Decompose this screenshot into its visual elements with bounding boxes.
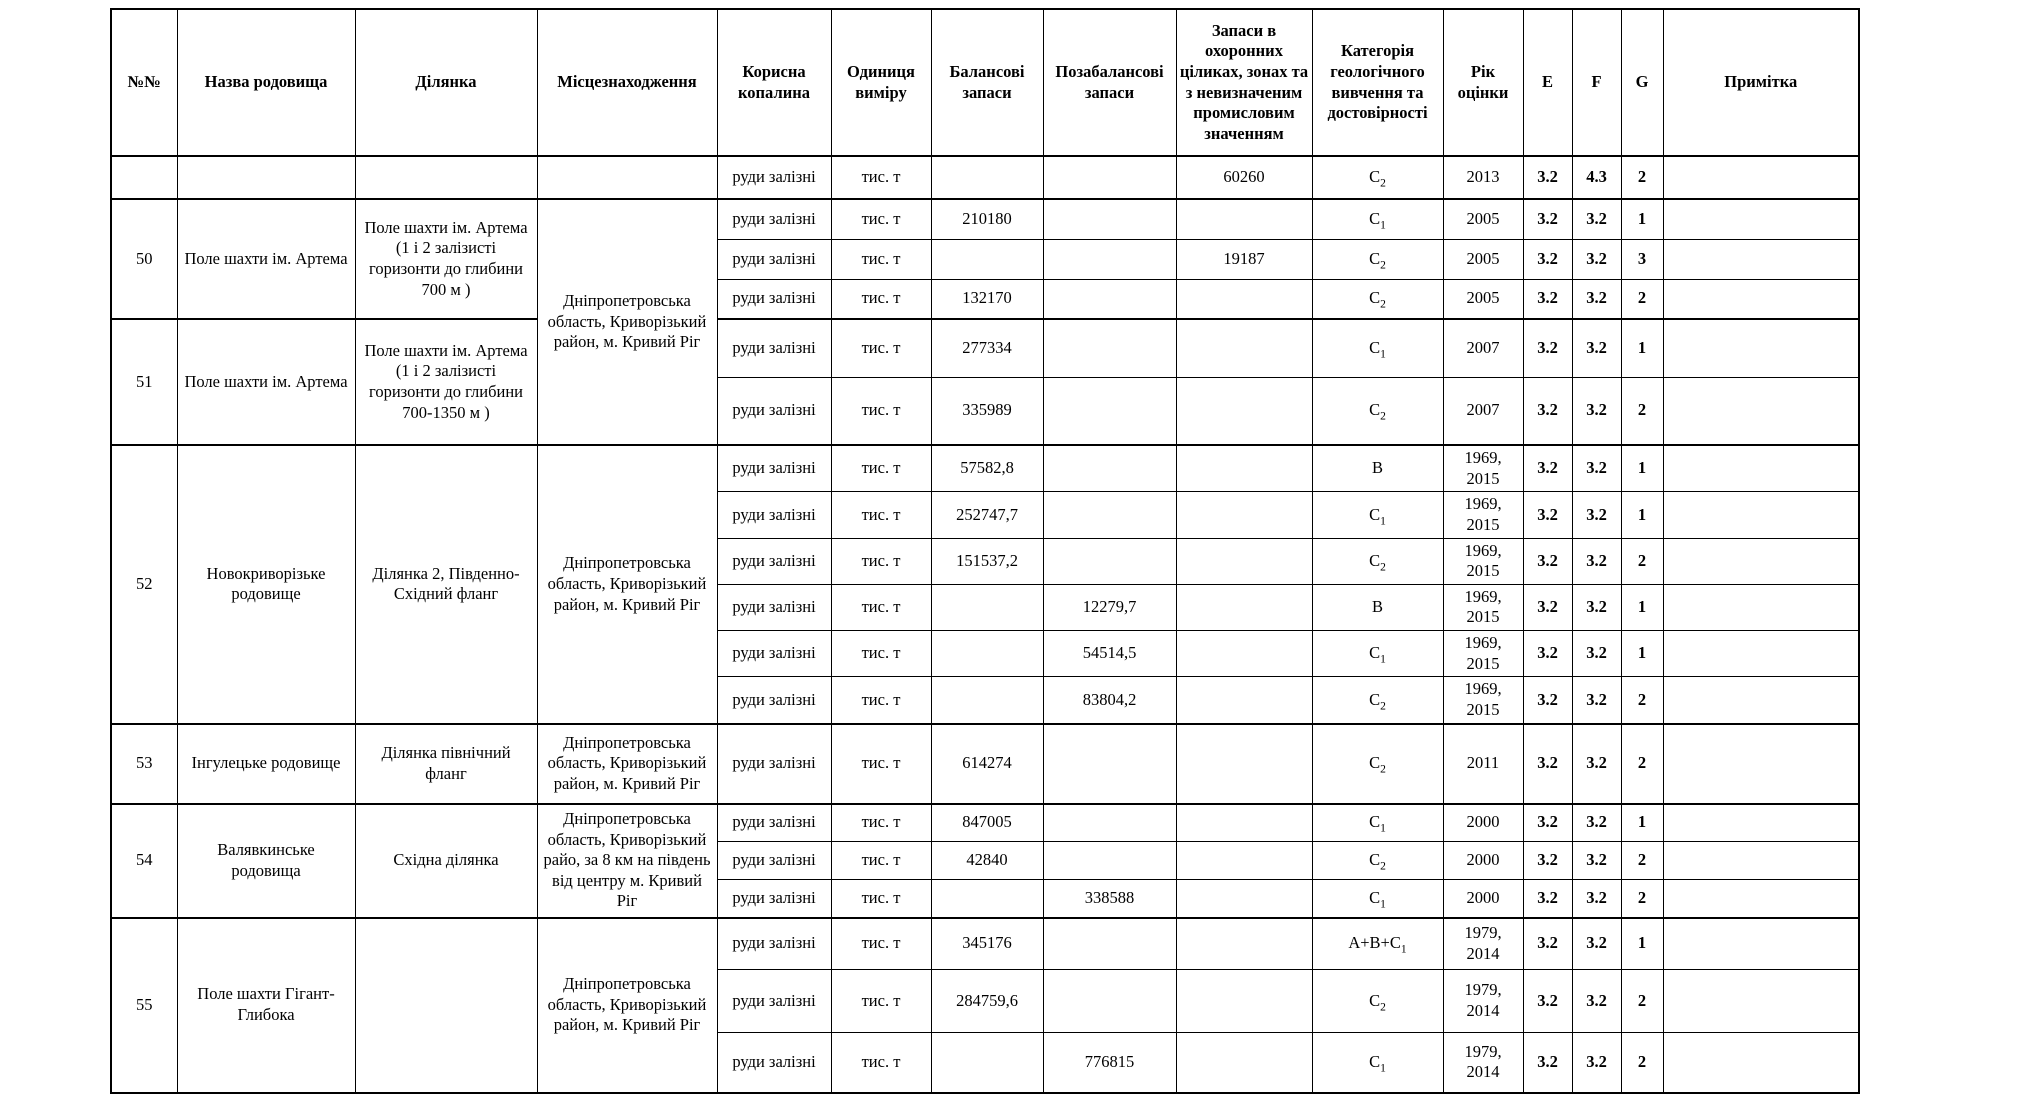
table-row [111,918,1859,970]
cell-deposit-name: Поле шахти ім. Артема [177,319,355,445]
cell-no: 55 [111,918,177,1093]
cell-f: 3.2 [1572,970,1621,1033]
cell-balance-reserves: 614274 [931,724,1043,804]
cell-e: 3.2 [1523,199,1572,239]
cell-protected-reserves [1176,804,1312,842]
cell-e: 3.2 [1523,804,1572,842]
cell-g: 1 [1621,319,1663,377]
cell-mineral: руди залізні [717,156,831,199]
cell-offbalance-reserves: 12279,7 [1043,584,1176,630]
cell-e: 3.2 [1523,492,1572,538]
cell-offbalance-reserves: 54514,5 [1043,631,1176,677]
cell-year: 1969, 2015 [1443,631,1523,677]
cell-unit: тис. т [831,538,931,584]
cell-year: 2005 [1443,199,1523,239]
cell-offbalance-reserves [1043,804,1176,842]
cell-unit: тис. т [831,804,931,842]
cell-balance-reserves: 847005 [931,804,1043,842]
cell-balance-reserves: 284759,6 [931,970,1043,1033]
cell-protected-reserves [1176,377,1312,445]
col-header-year: Рік оцінки [1443,9,1523,156]
cell-deposit-name: Валявкинське родовища [177,804,355,918]
cell-location: Дніпропетровська область, Криворізький район, м. Кривий Ріг [537,199,717,445]
cell-location: Дніпропетровська область, Криворізький район, м. Кривий Ріг [537,724,717,804]
cell-category: $C_1$ [1312,199,1443,239]
col-header-category: Категорія геологічного вивчення та достовірності [1312,9,1443,156]
cell-unit: тис. т [831,842,931,880]
cell-site [355,156,537,199]
cell-protected-reserves [1176,584,1312,630]
cell-protected-reserves [1176,970,1312,1033]
table-row [111,199,1859,239]
cell-unit: тис. т [831,677,931,724]
cell-offbalance-reserves [1043,970,1176,1033]
cell-mineral: руди залізні [717,918,831,970]
cell-site: Поле шахти ім. Артема (1 і 2 залізисті горизонти до глибини 700-1350 м ) [355,319,537,445]
cell-category: $C_2$ [1312,377,1443,445]
cell-year: 2005 [1443,239,1523,279]
cell-offbalance-reserves [1043,279,1176,319]
col-header-location: Місцезнаходження [537,9,717,156]
cell-category: $C_2$ [1312,156,1443,199]
cell-balance-reserves: 210180 [931,199,1043,239]
cell-deposit-name: Новокриворізьке родовище [177,445,355,724]
cell-balance-reserves [931,156,1043,199]
cell-note [1663,584,1859,630]
cell-unit: тис. т [831,156,931,199]
cell-mineral: руди залізні [717,377,831,445]
cell-g: 2 [1621,842,1663,880]
col-header-mineral: Корисна копалина [717,9,831,156]
cell-note [1663,677,1859,724]
cell-note [1663,970,1859,1033]
cell-e: 3.2 [1523,377,1572,445]
table-row [111,156,1859,199]
cell-offbalance-reserves [1043,842,1176,880]
cell-category: B [1312,584,1443,630]
cell-e: 3.2 [1523,880,1572,918]
cell-f: 4.3 [1572,156,1621,199]
cell-mineral: руди залізні [717,279,831,319]
cell-e: 3.2 [1523,279,1572,319]
cell-f: 3.2 [1572,880,1621,918]
cell-e: 3.2 [1523,538,1572,584]
cell-note [1663,156,1859,199]
cell-g: 2 [1621,970,1663,1033]
cell-no: 53 [111,724,177,804]
cell-year: 2013 [1443,156,1523,199]
cell-g: 2 [1621,538,1663,584]
cell-f: 3.2 [1572,239,1621,279]
cell-year: 1979, 2014 [1443,918,1523,970]
cell-balance-reserves: 42840 [931,842,1043,880]
cell-g: 1 [1621,918,1663,970]
cell-note [1663,631,1859,677]
cell-g: 1 [1621,199,1663,239]
cell-f: 3.2 [1572,631,1621,677]
cell-protected-reserves [1176,1033,1312,1093]
cell-g: 2 [1621,677,1663,724]
cell-e: 3.2 [1523,584,1572,630]
cell-offbalance-reserves: 338588 [1043,880,1176,918]
cell-offbalance-reserves [1043,445,1176,492]
cell-note [1663,538,1859,584]
cell-category: $C_2$ [1312,970,1443,1033]
cell-e: 3.2 [1523,156,1572,199]
cell-e: 3.2 [1523,1033,1572,1093]
cell-deposit-name: Поле шахти Гігант-Глибока [177,918,355,1093]
cell-category: $C_1$ [1312,631,1443,677]
col-header-balance-reserves: Балансові запаси [931,9,1043,156]
cell-g: 2 [1621,156,1663,199]
cell-location: Дніпропетровська область, Криворізький райо, за 8 км на південь від центру м. Кривий Ріг [537,804,717,918]
cell-unit: тис. т [831,279,931,319]
cell-no: 51 [111,319,177,445]
cell-protected-reserves [1176,631,1312,677]
cell-mineral: руди залізні [717,492,831,538]
cell-mineral: руди залізні [717,319,831,377]
cell-note [1663,842,1859,880]
cell-g: 2 [1621,1033,1663,1093]
cell-offbalance-reserves [1043,239,1176,279]
cell-category: $C_1$ [1312,804,1443,842]
cell-deposit-name [177,156,355,199]
cell-protected-reserves [1176,880,1312,918]
cell-mineral: руди залізні [717,538,831,584]
deposits-table [110,8,1860,1094]
cell-mineral: руди залізні [717,677,831,724]
table-row [111,804,1859,842]
cell-site [355,918,537,1093]
cell-protected-reserves [1176,319,1312,377]
cell-f: 3.2 [1572,842,1621,880]
cell-balance-reserves: 132170 [931,279,1043,319]
cell-location: Дніпропетровська область, Криворізький район, м. Кривий Ріг [537,918,717,1093]
cell-site: Ділянка північний фланг [355,724,537,804]
cell-f: 3.2 [1572,377,1621,445]
cell-protected-reserves [1176,677,1312,724]
cell-offbalance-reserves [1043,492,1176,538]
cell-offbalance-reserves [1043,156,1176,199]
cell-g: 2 [1621,724,1663,804]
col-header-offbalance-reserves: Позабалансові запаси [1043,9,1176,156]
cell-deposit-name: Поле шахти ім. Артема [177,199,355,319]
col-header-site: Ділянка [355,9,537,156]
cell-note [1663,279,1859,319]
cell-g: 1 [1621,492,1663,538]
cell-year: 1969, 2015 [1443,677,1523,724]
cell-balance-reserves: 345176 [931,918,1043,970]
cell-category: $C_1$ [1312,1033,1443,1093]
col-header-note: Примітка [1663,9,1859,156]
cell-offbalance-reserves [1043,319,1176,377]
cell-mineral: руди залізні [717,880,831,918]
cell-site: Східна ділянка [355,804,537,918]
cell-unit: тис. т [831,880,931,918]
cell-balance-reserves [931,677,1043,724]
col-header-protected-reserves: Запаси в охоронних ціликах, зонах та з невизначеним промисловим значенням [1176,9,1312,156]
cell-balance-reserves [931,880,1043,918]
cell-e: 3.2 [1523,724,1572,804]
cell-unit: тис. т [831,239,931,279]
cell-no: 54 [111,804,177,918]
cell-g: 2 [1621,279,1663,319]
cell-f: 3.2 [1572,445,1621,492]
cell-f: 3.2 [1572,199,1621,239]
cell-unit: тис. т [831,445,931,492]
cell-balance-reserves [931,584,1043,630]
cell-no: 50 [111,199,177,319]
cell-unit: тис. т [831,918,931,970]
cell-f: 3.2 [1572,279,1621,319]
cell-note [1663,918,1859,970]
cell-unit: тис. т [831,199,931,239]
cell-unit: тис. т [831,377,931,445]
cell-mineral: руди залізні [717,724,831,804]
cell-balance-reserves: 277334 [931,319,1043,377]
cell-f: 3.2 [1572,724,1621,804]
cell-protected-reserves: 19187 [1176,239,1312,279]
cell-unit: тис. т [831,724,931,804]
cell-f: 3.2 [1572,492,1621,538]
cell-category: B [1312,445,1443,492]
col-header-unit: Одиниця виміру [831,9,931,156]
cell-category: $C_2$ [1312,677,1443,724]
cell-g: 3 [1621,239,1663,279]
cell-category: $A+B+C_1$ [1312,918,1443,970]
cell-note [1663,1033,1859,1093]
table-row [111,319,1859,377]
cell-category: $C_2$ [1312,724,1443,804]
cell-e: 3.2 [1523,677,1572,724]
cell-f: 3.2 [1572,677,1621,724]
cell-e: 3.2 [1523,631,1572,677]
cell-mineral: руди залізні [717,842,831,880]
cell-note [1663,377,1859,445]
cell-protected-reserves [1176,842,1312,880]
cell-year: 1969, 2015 [1443,492,1523,538]
cell-protected-reserves [1176,199,1312,239]
cell-g: 1 [1621,445,1663,492]
cell-no [111,156,177,199]
col-header-f: F [1572,9,1621,156]
cell-offbalance-reserves [1043,724,1176,804]
cell-e: 3.2 [1523,445,1572,492]
cell-g: 2 [1621,880,1663,918]
cell-note [1663,199,1859,239]
table-row [111,445,1859,492]
cell-unit: тис. т [831,970,931,1033]
cell-unit: тис. т [831,492,931,538]
cell-category: $C_2$ [1312,842,1443,880]
cell-category: $C_1$ [1312,880,1443,918]
cell-f: 3.2 [1572,1033,1621,1093]
cell-offbalance-reserves [1043,199,1176,239]
cell-balance-reserves: 252747,7 [931,492,1043,538]
cell-mineral: руди залізні [717,970,831,1033]
cell-f: 3.2 [1572,804,1621,842]
cell-category: $C_2$ [1312,279,1443,319]
cell-year: 2011 [1443,724,1523,804]
cell-balance-reserves: 151537,2 [931,538,1043,584]
cell-mineral: руди залізні [717,584,831,630]
cell-category: $C_1$ [1312,319,1443,377]
cell-year: 2000 [1443,804,1523,842]
cell-e: 3.2 [1523,239,1572,279]
cell-note [1663,319,1859,377]
cell-mineral: руди залізні [717,239,831,279]
cell-g: 1 [1621,804,1663,842]
cell-protected-reserves: 60260 [1176,156,1312,199]
cell-offbalance-reserves: 776815 [1043,1033,1176,1093]
cell-protected-reserves [1176,918,1312,970]
cell-balance-reserves: 335989 [931,377,1043,445]
cell-unit: тис. т [831,584,931,630]
cell-g: 2 [1621,377,1663,445]
col-header-number: №№ [111,9,177,156]
cell-f: 3.2 [1572,538,1621,584]
cell-location: Дніпропетровська область, Криворізький район, м. Кривий Ріг [537,445,717,724]
cell-note [1663,724,1859,804]
cell-unit: тис. т [831,319,931,377]
cell-f: 3.2 [1572,918,1621,970]
cell-year: 1979, 2014 [1443,1033,1523,1093]
cell-mineral: руди залізні [717,1033,831,1093]
cell-balance-reserves [931,239,1043,279]
cell-e: 3.2 [1523,918,1572,970]
cell-category: $C_1$ [1312,492,1443,538]
cell-note [1663,880,1859,918]
cell-offbalance-reserves [1043,538,1176,584]
cell-protected-reserves [1176,492,1312,538]
cell-offbalance-reserves: 83804,2 [1043,677,1176,724]
cell-no: 52 [111,445,177,724]
cell-balance-reserves [931,1033,1043,1093]
cell-category: $C_2$ [1312,538,1443,584]
cell-category: $C_2$ [1312,239,1443,279]
cell-year: 2007 [1443,319,1523,377]
cell-protected-reserves [1176,279,1312,319]
cell-protected-reserves [1176,724,1312,804]
cell-e: 3.2 [1523,970,1572,1033]
cell-year: 1969, 2015 [1443,538,1523,584]
cell-balance-reserves [931,631,1043,677]
cell-balance-reserves: 57582,8 [931,445,1043,492]
cell-year: 2007 [1443,377,1523,445]
cell-year: 1969, 2015 [1443,445,1523,492]
cell-unit: тис. т [831,1033,931,1093]
cell-offbalance-reserves [1043,377,1176,445]
header-row [111,9,1859,156]
col-header-g: G [1621,9,1663,156]
cell-f: 3.2 [1572,584,1621,630]
cell-note [1663,445,1859,492]
cell-note [1663,492,1859,538]
cell-g: 1 [1621,631,1663,677]
cell-protected-reserves [1176,538,1312,584]
cell-mineral: руди залізні [717,631,831,677]
cell-e: 3.2 [1523,319,1572,377]
cell-note [1663,239,1859,279]
col-header-deposit-name: Назва родовища [177,9,355,156]
table-row [111,724,1859,804]
cell-year: 2000 [1443,842,1523,880]
cell-mineral: руди залізні [717,445,831,492]
cell-site: Поле шахти ім. Артема (1 і 2 залізисті горизонти до глибини 700 м ) [355,199,537,319]
cell-protected-reserves [1176,445,1312,492]
cell-mineral: руди залізні [717,804,831,842]
cell-unit: тис. т [831,631,931,677]
cell-site: Ділянка 2, Південно-Східний фланг [355,445,537,724]
cell-offbalance-reserves [1043,918,1176,970]
cell-e: 3.2 [1523,842,1572,880]
cell-deposit-name: Інгулецьке родовище [177,724,355,804]
cell-year: 1979, 2014 [1443,970,1523,1033]
cell-note [1663,804,1859,842]
cell-year: 1969, 2015 [1443,584,1523,630]
cell-f: 3.2 [1572,319,1621,377]
cell-year: 2005 [1443,279,1523,319]
cell-location [537,156,717,199]
col-header-e: E [1523,9,1572,156]
cell-year: 2000 [1443,880,1523,918]
cell-g: 1 [1621,584,1663,630]
cell-mineral: руди залізні [717,199,831,239]
